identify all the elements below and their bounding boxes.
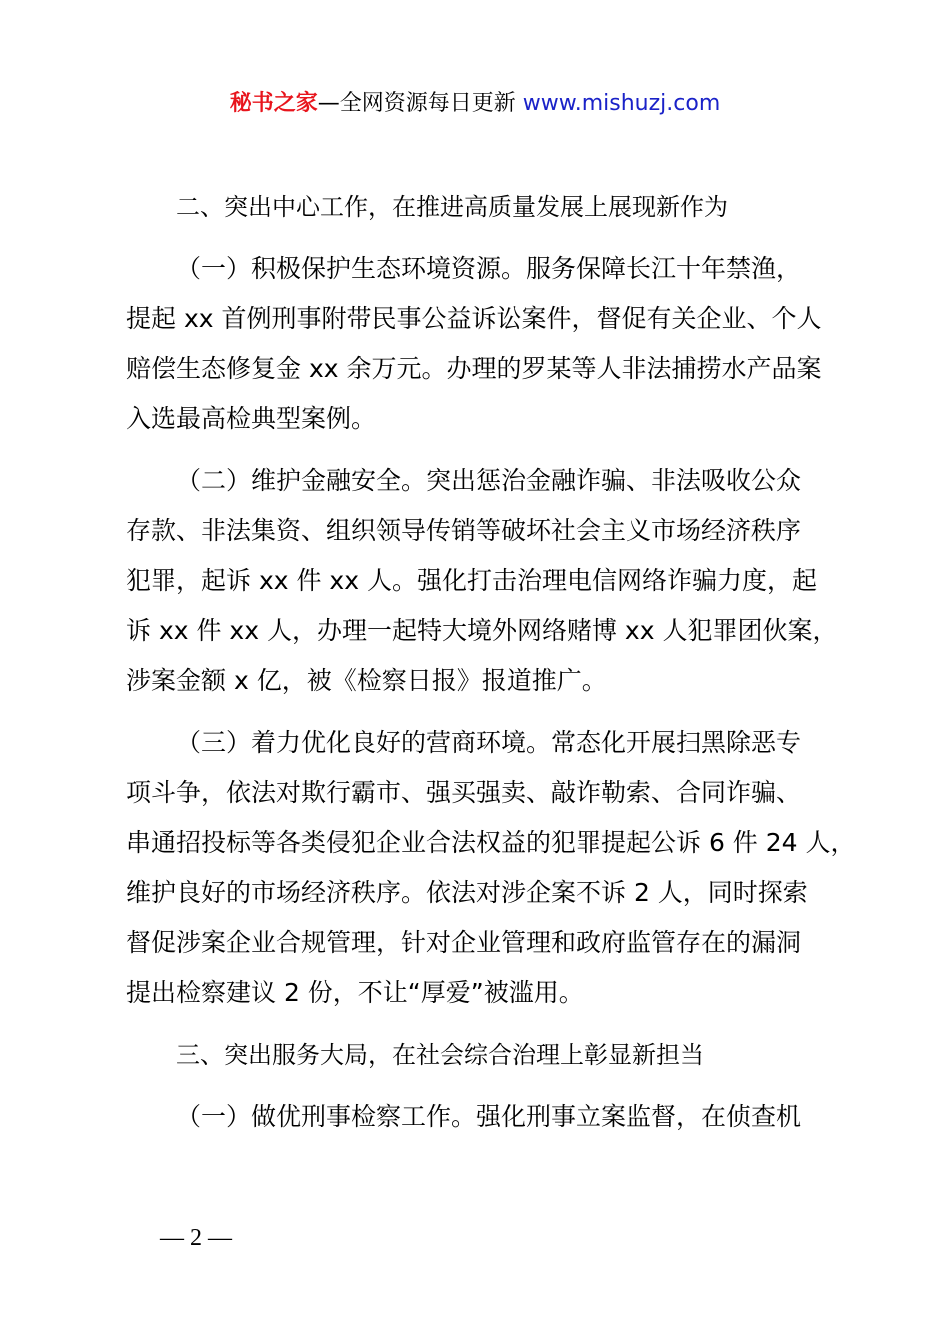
- text-line: 诉 xx 件 xx 人，办理一起特大境外网络赌博 xx 人犯罪团伙案，: [126, 616, 838, 645]
- header-tagline: —全网资源每日更新: [317, 91, 523, 116]
- text-line: 存款、非法集资、组织领导传销等破坏社会主义市场经济秩序: [126, 516, 802, 545]
- text-line: 赔偿生态修复金 xx 余万元。办理的罗某等人非法捕捞水产品案: [126, 354, 822, 383]
- text-line: 三、突出服务大局，在社会综合治理上彰显新担当: [176, 1041, 704, 1069]
- paragraph-ecology: [126, 244, 832, 444]
- section-heading-2: [126, 182, 832, 232]
- text-line: （三）着力优化良好的营商环境。常态化开展扫黑除恶专: [176, 728, 802, 757]
- document-body: [126, 182, 856, 1142]
- text-line: 维护良好的市场经济秩序。依法对涉企案不诉 2 人，同时探索: [126, 878, 808, 907]
- text-line: 督促涉案企业合规管理，针对企业管理和政府监管存在的漏洞: [126, 928, 802, 957]
- header-url-link[interactable]: www.mishuzj.com: [522, 91, 721, 116]
- text-line: （二）维护金融安全。突出惩治金融诈骗、非法吸收公众: [176, 466, 802, 495]
- text-line: 二、突出中心工作，在推进高质量发展上展现新作为: [176, 193, 728, 221]
- text-line: 提出检察建议 2 份，不让“厚爱”被滥用。: [126, 978, 584, 1007]
- header-brand: 秘书之家: [229, 91, 318, 116]
- text-line: 提起 xx 首例刑事附带民事公益诉讼案件，督促有关企业、个人: [126, 304, 822, 333]
- text-line: 串通招投标等各类侵犯企业合法权益的犯罪提起公诉 6 件 24 人，: [126, 828, 856, 857]
- text-line: 项斗争，依法对欺行霸市、强买强卖、敲诈勒索、合同诈骗、: [126, 778, 802, 807]
- page-header: [0, 88, 950, 120]
- paragraph-business-environment: [126, 718, 856, 1018]
- section-heading-3: [126, 1030, 832, 1080]
- paragraph-criminal-procuratorial: [126, 1092, 832, 1142]
- text-line: 涉案金额 x 亿，被《检察日报》报道推广。: [126, 666, 607, 695]
- text-line: 入选最高检典型案例。: [126, 404, 377, 433]
- paragraph-finance: [126, 456, 838, 706]
- text-line: （一）积极保护生态环境资源。服务保障长江十年禁渔，: [176, 254, 802, 283]
- text-line: （一）做优刑事检察工作。强化刑事立案监督，在侦查机: [176, 1102, 802, 1131]
- text-line: 犯罪，起诉 xx 件 xx 人。强化打击治理电信网络诈骗力度，起: [126, 566, 817, 595]
- page-number: — 2 —: [160, 1225, 232, 1251]
